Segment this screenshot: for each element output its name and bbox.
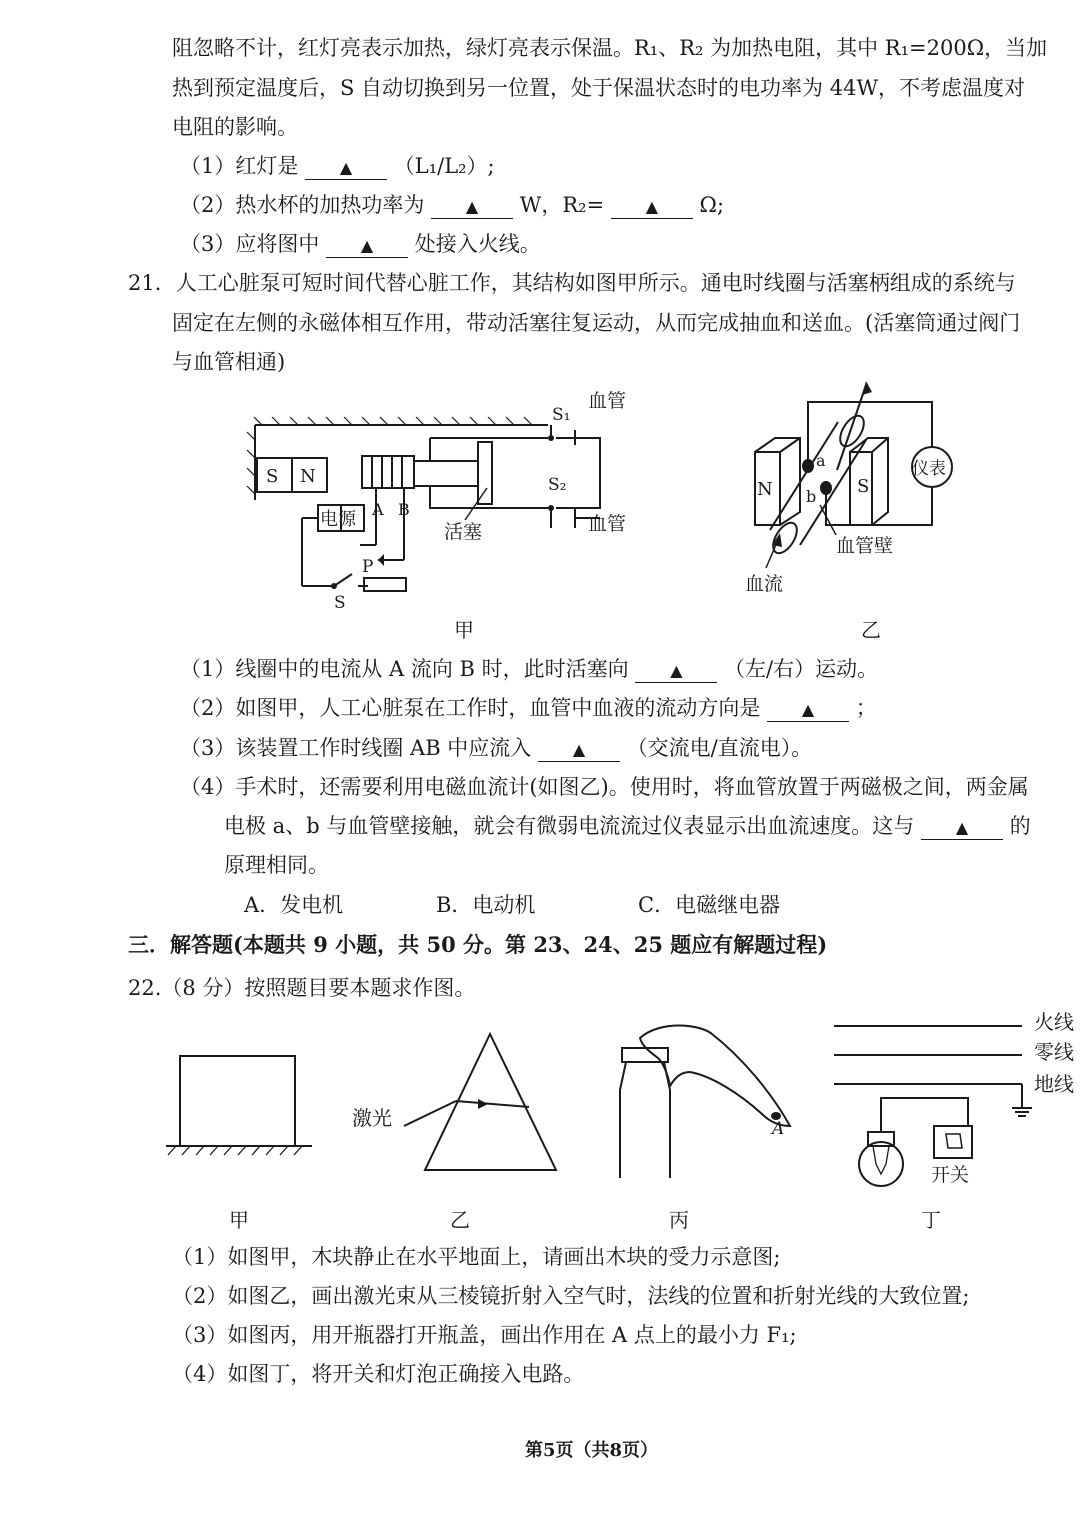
electrode-a-label: a	[816, 451, 826, 470]
answer-blank[interactable]: ▲	[538, 739, 620, 762]
laser-label: 激光	[352, 1106, 392, 1130]
figure-caption-yi: 乙	[861, 618, 881, 642]
page-footer: 第5页（共8页）	[525, 1440, 659, 1461]
q20-part1: （1）红灯是 ▲ （L₁/L₂）;	[180, 154, 495, 178]
q22-part2: （2）如图乙，画出激光束从三棱镜折射入空气时，法线的位置和折射光线的大致位置;	[172, 1284, 970, 1308]
figure-caption-jia-22: 甲	[229, 1208, 249, 1232]
vessel-label-bottom: 血管	[588, 513, 627, 535]
flowmeter-s-label: S	[857, 476, 870, 497]
option-c: C．电磁继电器	[638, 893, 781, 917]
q21-part1: （1）线圈中的电流从 A 流向 B 时，此时活塞向 ▲ （左/右）运动。	[180, 657, 879, 681]
q20-part2: （2）热水杯的加热功率为 ▲ W，R₂= ▲ Ω;	[180, 193, 725, 217]
q21-stem-2: 固定在左侧的永磁体相互作用，带动活塞往复运动，从而完成抽血和送血。(活塞筒通过阀门	[172, 311, 1021, 335]
intro-line-2: 热到预定温度后，S 自动切换到另一位置，处于保温状态时的电功率为 44W，不考虑温度对	[172, 76, 1026, 100]
q21-stem-1: 21．人工心脏泵可短时间代替心脏工作，其结构如图甲所示。通电时线圈与活塞柄组成的系统与	[128, 271, 1016, 295]
q22-part4: （4）如图丁，将开关和灯泡正确接入电路。	[172, 1362, 585, 1386]
q22-part3: （3）如图丙，用开瓶器打开瓶盖，画出作用在 A 点上的最小力 F₁;	[172, 1323, 797, 1347]
piston-label: 活塞	[444, 521, 483, 543]
answer-blank[interactable]: ▲	[431, 196, 513, 219]
q21-part2: （2）如图甲，人工心脏泵在工作时，血管中血液的流动方向是 ▲ ；	[180, 696, 877, 720]
magnet-n-label: N	[300, 466, 316, 487]
answer-blank[interactable]: ▲	[611, 196, 693, 219]
q21-part4-line1: （4）手术时，还需要利用电磁血流计(如图乙)。使用时，将血管放置于两磁极之间，两金属	[180, 775, 1029, 799]
intro-line-3: 电阻的影响。	[172, 115, 298, 139]
option-a: A．发电机	[244, 893, 344, 917]
answer-blank[interactable]: ▲	[767, 699, 849, 722]
vessel-label-top: 血管	[588, 390, 627, 412]
figure-caption-bing-22: 丙	[669, 1208, 689, 1232]
figure-caption-yi-22: 乙	[450, 1208, 470, 1232]
meter-label: 仪表	[912, 459, 946, 479]
magnet-s-label: S	[266, 466, 279, 487]
electrode-b-label: b	[806, 487, 817, 506]
q22-heading: 22.（8 分）按照题目要本题求作图。	[128, 976, 476, 1000]
figure-caption-jia: 甲	[454, 618, 474, 642]
q21-part4-line2: 电极 a、b 与血管壁接触，就会有微弱电流流过仪表显示出血流速度。这与 ▲ 的	[224, 814, 1031, 838]
switch-label: 开关	[931, 1164, 970, 1186]
coil-a-label: A	[372, 500, 384, 519]
q20-part3: （3）应将图中 ▲ 处接入火线。	[180, 232, 541, 256]
q22-part1: （1）如图甲，木块静止在水平地面上，请画出木块的受力示意图;	[172, 1245, 781, 1269]
answer-blank[interactable]: ▲	[635, 660, 717, 683]
valve-s2-label: S₂	[548, 475, 567, 495]
point-a-label: A	[772, 1119, 785, 1139]
answer-blank[interactable]: ▲	[921, 817, 1003, 840]
q21-part4-line3: 原理相同。	[224, 853, 329, 877]
valve-s1-label: S₁	[552, 405, 571, 425]
q21-part3: （3）该装置工作时线圈 AB 中应流入 ▲ （交流电/直流电）。	[180, 736, 813, 760]
live-wire-label: 火线	[1034, 1010, 1074, 1034]
answer-blank[interactable]: ▲	[305, 157, 387, 180]
power-label: 电源	[320, 509, 356, 530]
answer-blank[interactable]: ▲	[326, 235, 408, 258]
neutral-wire-label: 零线	[1034, 1040, 1074, 1064]
q21-stem-3: 与血管相通)	[172, 350, 286, 374]
switch-s-label: S	[334, 593, 346, 613]
vessel-wall-label: 血管壁	[836, 535, 894, 557]
coil-b-label: B	[398, 500, 410, 519]
figure-caption-ding-22: 丁	[921, 1208, 941, 1232]
slider-p-label: P	[362, 557, 374, 577]
flowmeter-n-label: N	[757, 479, 773, 500]
blood-flow-label: 血流	[745, 573, 784, 595]
ground-wire-label: 地线	[1034, 1072, 1074, 1096]
intro-line-1: 阻忽略不计，红灯亮表示加热，绿灯亮表示保温。R₁、R₂ 为加热电阻，其中 R₁=200Ω，当加	[172, 36, 1048, 60]
option-b: B．电动机	[436, 893, 536, 917]
section-heading: 三．解答题(本题共 9 小题，共 50 分。第 23、24、25 题应有解题过程)	[128, 932, 828, 957]
